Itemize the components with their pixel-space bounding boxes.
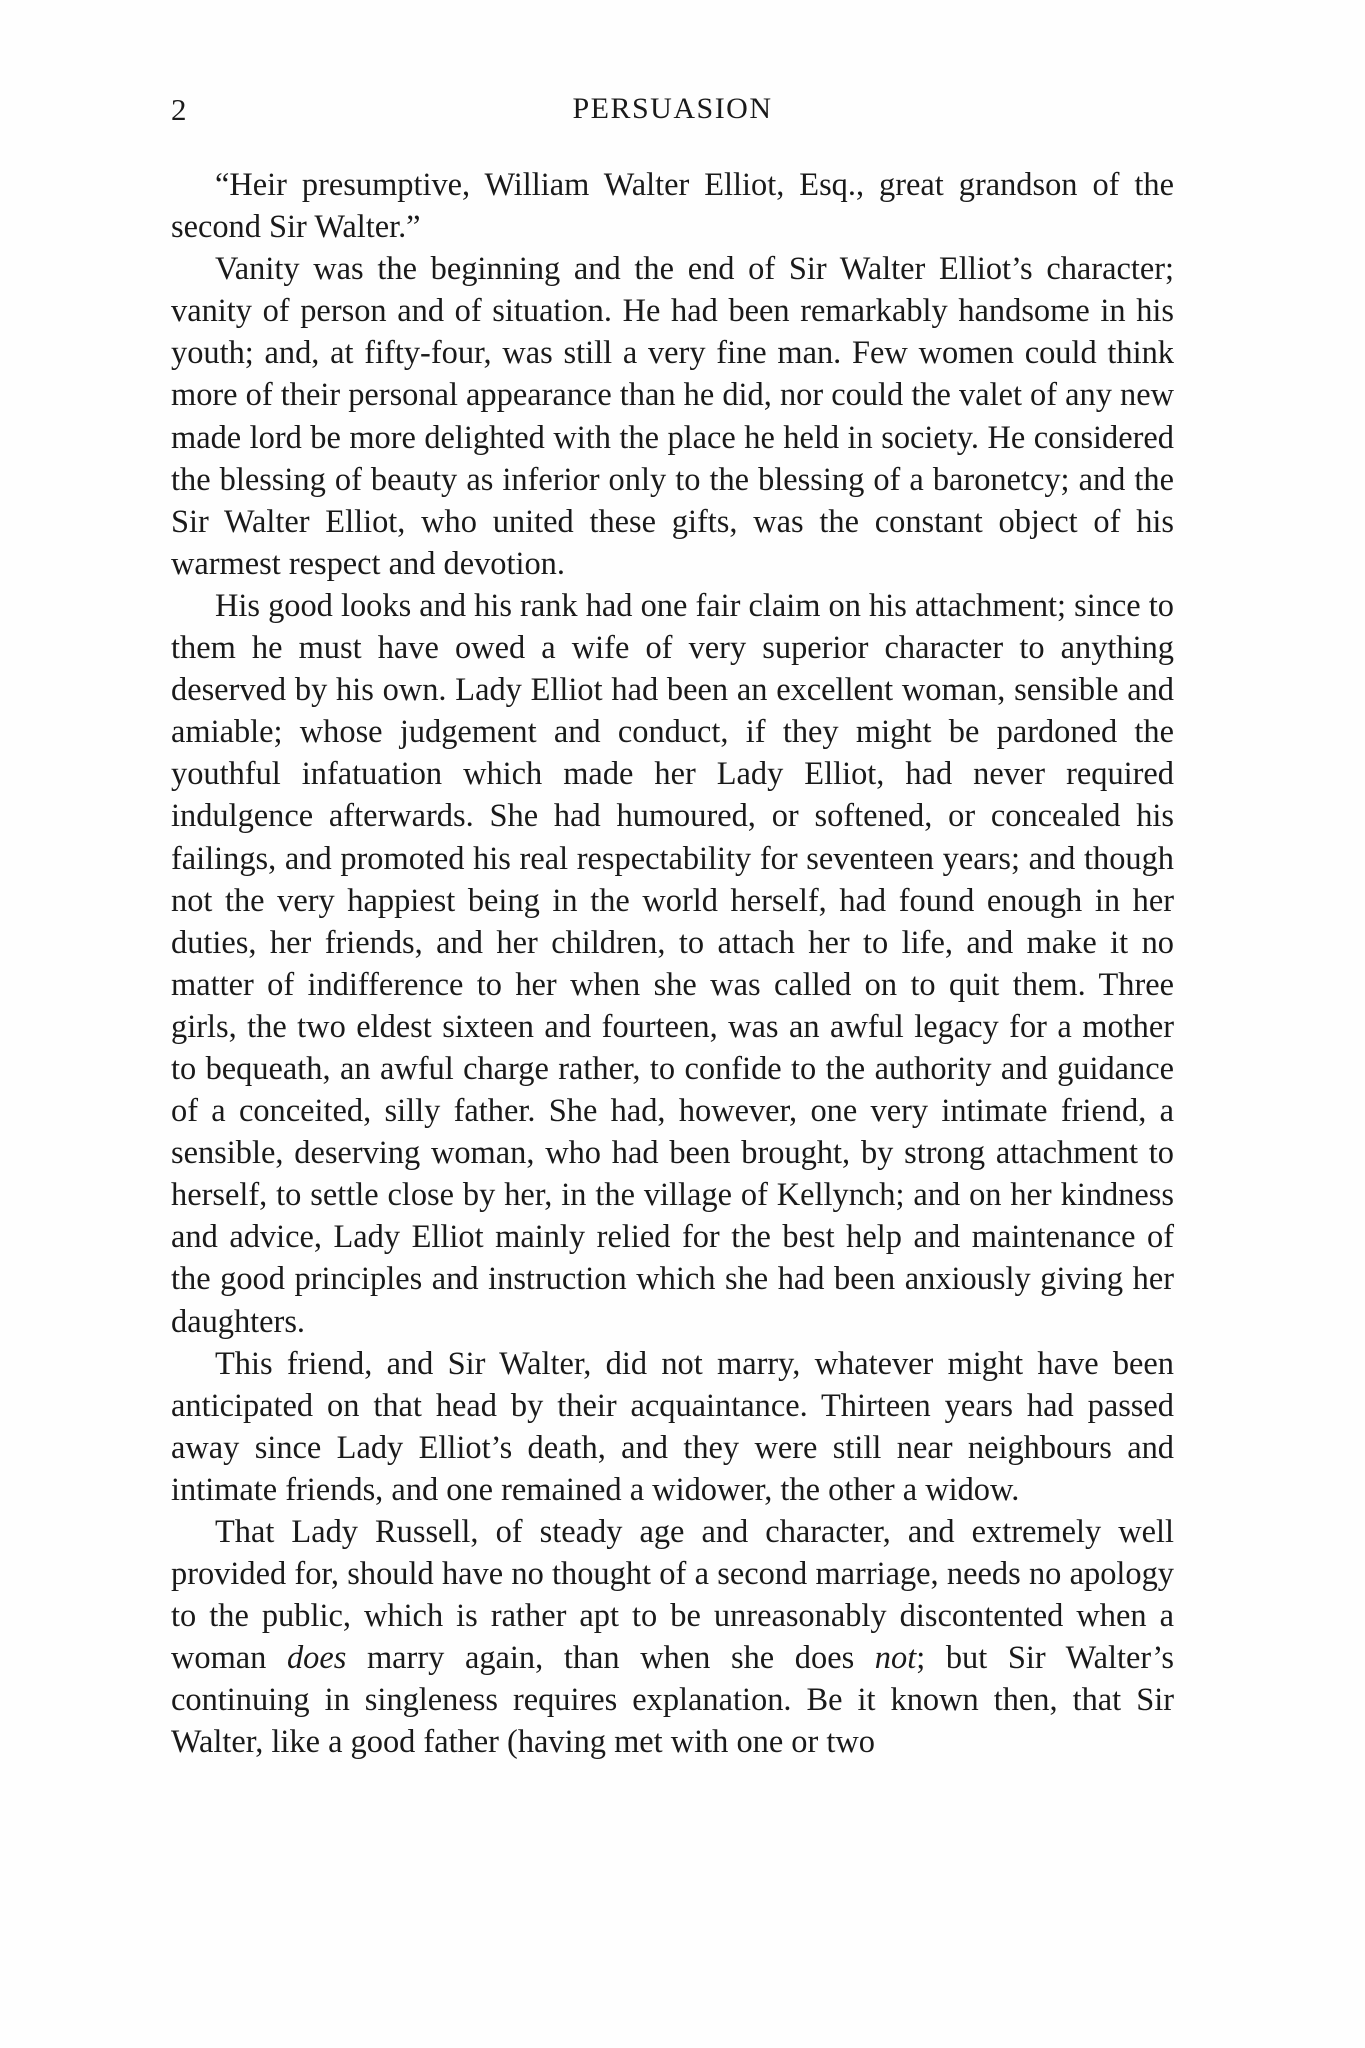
paragraph-this-friend: This friend, and Sir Walter, did not marry, whatever might have been anticipated on that head by their acquaintance. Thirteen years had passed away since Lady Elliot’s death, and they were still near neighbours and intimate friends, and one remained a widower, the other a widow. [171,1345,1174,1508]
paragraph-text: That Lady Russell, of steady age and character, and extremely well provided for, should have no thought of a second marriage, needs no apology to the public, which is rather apt to be unreasonably discontented when a woman [171,1514,1174,1677]
paragraph-lady-russell [171,1511,1174,1764]
paragraph-heir-presumptive: “Heir presumptive, William Walter Elliot, Esq., great grandson of the second Sir Walter.” [171,167,1174,246]
running-head [171,92,1174,136]
paragraph-good-looks: His good looks and his rank had one fair claim on his attachment; since to them he must have owed a wife of very superior character to anything deserved by his own. Lady Elliot had been an excellent woman, sensible and amiable; whose judgement and conduct, if they might be pardoned the youthful infatuation which made her Lady Elliot, had never required indulgence afterwards. She had humoured, or softened, or concealed his failings, and promoted his real respectability for seventeen years; and though not the very happiest being in the world herself, had found enough in her duties, her friends, and her children, to attach her to life, and make it no matter of indifference to her when she was called on to quit them. Three girls, the two eldest sixteen and fourteen, was an awful legacy for a mother to bequeath, an awful charge rather, to confide to the authority and guidance of a conceited, silly father. She had, however, one very intimate friend, a sensible, deserving woman, who had been brought, by strong attachment to herself, to settle close by her, in the village of Kellynch; and on her kindness and advice, Lady Elliot mainly relied for the best help and maintenance of the good principles and instruction which she had been anxiously giving her daughters. [171,587,1174,1340]
emphasis-does: does [286,1640,347,1677]
paragraph-text: marry again, than when she does [346,1640,875,1677]
page-number: 2 [171,92,187,127]
paragraph-vanity: Vanity was the beginning and the end of Sir Walter Elliot’s character; vanity of person and of situation. He had been remarkably handsome in his youth; and, at fifty-four, was still a very fine man. Few women could think more of their personal appearance than he did, nor could the valet of any new made lord be more delighted with the place he held in society. He considered the blessing of beauty as inferior only to the blessing of a baronetcy; and the Sir Walter Elliot, who united these gifts, was the constant object of his warmest respect and devotion. [171,251,1174,582]
body-text [171,164,1174,1764]
paragraph-text: ; but Sir Walter’s continuing in singleness requires explanation. Be it known then, that Sir Walter, like a good father (having met with one or two [171,1640,1174,1761]
running-title: PERSUASION [572,92,773,125]
emphasis-not: not [874,1640,917,1677]
